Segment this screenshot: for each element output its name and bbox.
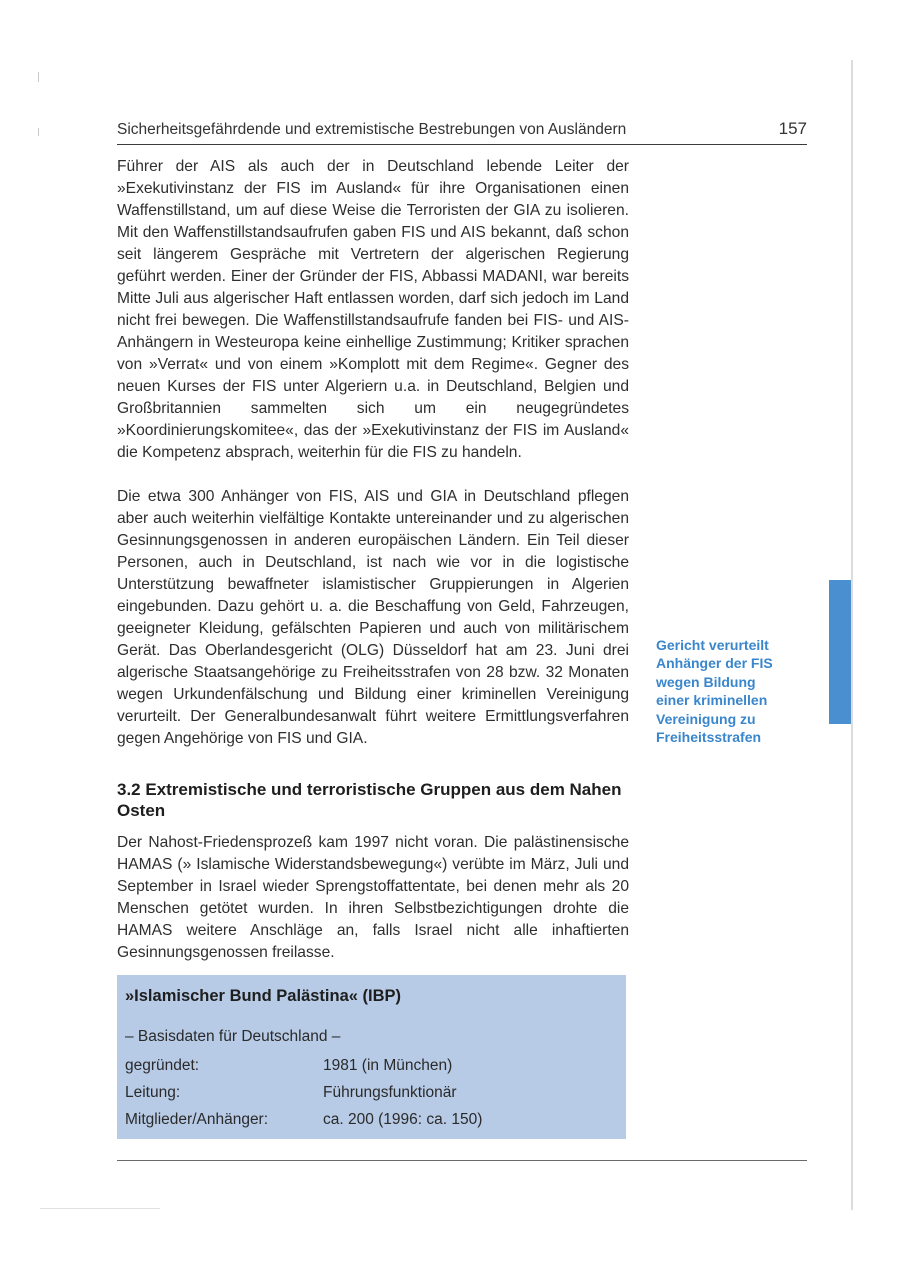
- section-heading: 3.2 Extremistische und terroristische Gruppen aus dem Nahen Osten: [117, 780, 622, 820]
- scan-mark: [38, 72, 39, 82]
- info-box: [117, 975, 626, 1139]
- info-box-subtitle: – Basisdaten für Deutschland –: [125, 1028, 341, 1045]
- chapter-tab: [829, 580, 851, 724]
- page-edge: [851, 60, 853, 1210]
- info-value: Führungsfunktionär: [323, 1084, 457, 1101]
- info-row-members: [125, 1111, 620, 1133]
- info-row-leadership: [125, 1084, 620, 1106]
- info-label: Mitglieder/Anhänger:: [125, 1111, 269, 1128]
- scan-mark: [38, 128, 39, 136]
- page-header: [117, 118, 807, 145]
- paragraph: Führer der AIS als auch der in Deutschland lebende Leiter der »Exekutivinstanz der FIS im Ausland« für ihre Organisationen einen Waffenstillstand, um auf diese Weise die Terroristen der GIA zu isolieren. Mit den Waffenstillstandsaufrufen gaben FIS und AIS bekannt, daß schon seit längerem Gespräche mit Vertretern der algerischen Regierung geführt werden. Einer der Gründer der FIS, Abbassi MADANI, war bereits Mitte Juli aus algerischer Haft entlassen worden, darf sich jedoch im Land nicht frei bewegen. Die Waffenstillstandsaufrufe fanden bei FIS- und AIS-Anhängern in Westeuropa keine einhellige Zustimmung; Kritiker sprachen von »Verrat« und von einem »Komplott mit dem Regime«. Gegner des neuen Kurses der FIS unter Algeriern u.a. in Deutschland, Belgien und Großbritannien sammelten sich um ein neugegründetes »Koordinierungskomitee«, das der »Exekutivinstanz der FIS im Ausland« die Kompetenz absprach, weiterhin für die FIS zu handeln.: [117, 158, 629, 461]
- info-value: ca. 200 (1996: ca. 150): [323, 1111, 483, 1128]
- page-number: 157: [778, 119, 807, 138]
- running-title: Sicherheitsgefährdende und extremistische Bestrebungen von Ausländern: [117, 121, 627, 138]
- info-label: Leitung:: [125, 1084, 181, 1101]
- info-label: gegründet:: [125, 1057, 200, 1074]
- margin-note: Gericht verurteilt Anhänger der FIS wegen Bildung einer kriminellen Vereinigung zu Freiheitsstrafen: [656, 637, 773, 746]
- paragraph: Die etwa 300 Anhänger von FIS, AIS und GIA in Deutschland pflegen aber auch weiterhin vielfältige Kontakte untereinander und zu algerischen Gesinnungsgenossen in anderen europäischen Ländern. Ein Teil dieser Personen, auch in Deutschland, ist nach wie vor in die logistische Unterstützung bewaffneter islamistischer Gruppierungen in Algerien eingebunden. Dazu gehört u. a. die Beschaffung von Geld, Fahrzeugen, geeigneter Kleidung, gefälschten Papieren und auch von militärischem Gerät. Das Oberlandesgericht (OLG) Düsseldorf hat am 23. Juni drei algerische Staatsangehörige zu Freiheitsstrafen von 28 bzw. 32 Monaten wegen Urkundenfälschung und Bildung einer kriminellen Vereinigung verurteilt. Der Generalbundesanwalt führt weitere Ermittlungsverfahren gegen Angehörige von FIS und GIA.: [117, 488, 629, 747]
- page-edge-bottom: [40, 1208, 160, 1209]
- info-box-title: »Islamischer Bund Palästina« (IBP): [125, 987, 402, 1005]
- info-value: 1981 (in München): [323, 1057, 453, 1074]
- footer-rule: [117, 1160, 807, 1161]
- info-row-founded: [125, 1057, 620, 1079]
- paragraph: Der Nahost-Friedensprozeß kam 1997 nicht voran. Die palästinensische HAMAS (» Islamische Widerstandsbewegung«) verübte im März, Juli und September in Israel wieder Sprengstoffattentate, bei denen mehr als 20 Menschen getötet wurden. In ihren Selbstbezichtigungen drohte die HAMAS weitere Anschläge an, falls Israel nicht alle inhaftierten Gesinnungsgenossen freilasse.: [117, 834, 629, 961]
